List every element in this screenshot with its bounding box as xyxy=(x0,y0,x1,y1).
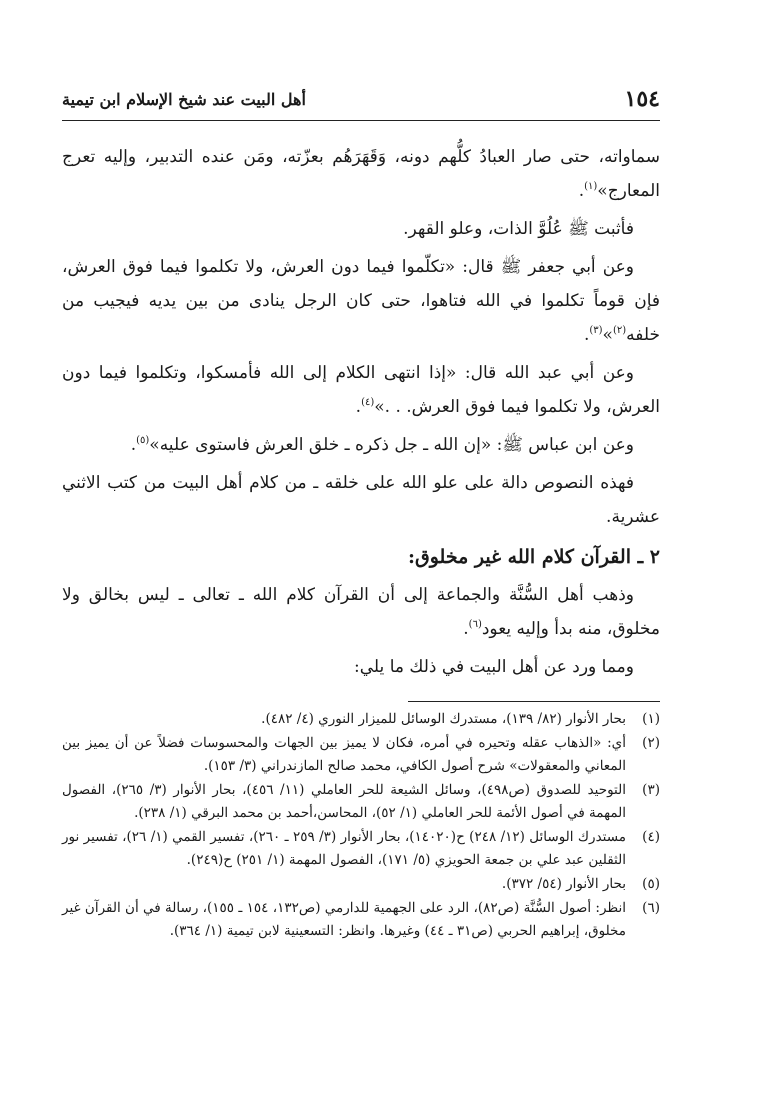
footnote-4: (٤) مستدرك الوسائل (١٢/ ٢٤٨) ح(١٤٠٢٠)، بحار الأنوار (٣/ ٢٥٩ ـ ٢٦٠)، تفسير القمي (١/ ٢٦)، تفسير نور الثقلين عبد علي بن جمعة الحويزي (٥/ ١٧١)، الفصول المهمة (١/ ٢٥١) ح(٢٤٩). xyxy=(62,829,660,868)
footnote-3: (٣) التوحيد للصدوق (ص٤٩٨)، وسائل الشيعة للحر العاملي (١١/ ٤٥٦)، بحار الأنوار (٣/ ٢٦٥)، الفصول المهمة في أصول الأئمة للحر العاملي (١/ ٥٢)، المحاسن،أحمد بن محمد البرقي (١/ ٢٣٨). xyxy=(62,782,660,821)
paragraph-8: ومما ورد عن أهل البيت في ذلك ما يلي: xyxy=(354,657,634,677)
footnote-2: (٢) أي: «الذهاب عقله وتحيره في أمره، فكان لا يميز بين الجهات والمحسوسات فضلاً عن أن يميز بين المعاني والمعقولات» شرح أصول الكافي، محمد صالح المازندراني (٣/ ١٥٣). xyxy=(62,735,660,774)
footnote-ref-5[interactable]: (٥) xyxy=(136,435,150,446)
footnote-ref-4[interactable]: (٤) xyxy=(361,397,375,408)
page-number: ١٥٤ xyxy=(624,86,660,112)
footnote-6: (٦) انظر: أصول السُّنَّة (ص٨٢)، الرد على الجهمية للدارمي (ص١٣٢، ١٥٤ ـ ١٥٥)، رسالة في أن القرآن غير مخلوق، إبراهيم الحربي (ص٣١ ـ ٤٤) وغيرها. وانظر: التسعينية لابن تيمية (١/ ٣٦٤). xyxy=(62,900,660,939)
paragraph-4: وعن أبي عبد الله قال: «إذا انتهى الكلام إلى الله فأمسكوا، وتكلموا فيما دون العرش، ولا تكلموا فيما فوق العرش. . .»$^{(٤)}$. xyxy=(62,363,660,417)
paragraph-6: فهذه النصوص دالة على علو الله على خلقه ـ من كلام أهل البيت من كتب الاثني عشرية. xyxy=(62,473,660,527)
section-heading: ٢ ـ القرآن كلام الله غير مخلوق: xyxy=(407,546,660,568)
paragraph-3: وعن أبي جعفر ﷺ قال: «تكلّموا فيما دون العرش، ولا تكلموا فيما فوق العرش، فإن قوماً تكلموا في الله فتاهوا، حتى كان الرجل ينادى من بين يديه فيجيب من خلفه$^{(٢)}$»$^{(٣)}$. xyxy=(62,257,660,345)
main-text xyxy=(62,140,660,688)
footnote-5: (٥) بحار الأنوار (٥٤/ ٣٧٢). xyxy=(501,876,660,892)
footnote-divider xyxy=(408,701,660,702)
paragraph-2: فأثبت ﷺ عُلُوَّ الذات، وعلو القهر. xyxy=(403,219,634,239)
footnote-ref-3[interactable]: (٣) xyxy=(589,325,603,336)
paragraph-7: وذهب أهل السُّنَّة والجماعة إلى أن القرآن كلام الله ـ تعالى ـ ليس بخالق ولا مخلوق، منه بدأ وإليه يعود$^{(٦)}$. xyxy=(62,585,660,639)
footnotes xyxy=(62,708,660,944)
footnote-ref-2[interactable]: (٢) xyxy=(612,325,627,336)
running-title: أهل البيت عند شيخ الإسلام ابن تيمية xyxy=(62,90,306,109)
page-header xyxy=(62,84,660,121)
paragraph-1: سماواته، حتى صار العبادُ كلُّهم دونه، وَقَهَرَهُم بعزّته، ومَن عنده التدبير، وإليه تعرج المعارج»$^{(١)}$. xyxy=(62,147,660,201)
footnote-1: (١) بحار الأنوار (٨٢/ ١٣٩)، مستدرك الوسائل للميزار النوري (٤/ ٤٨٢). xyxy=(261,711,660,727)
footnote-ref-1[interactable]: (١) xyxy=(584,181,598,192)
footnote-ref-6[interactable]: (٦) xyxy=(468,619,482,630)
paragraph-5: وعن ابن عباس ﷺ: «إن الله ـ جل ذكره ـ خلق العرش فاستوى عليه»$^{(٥)}$. xyxy=(130,435,634,455)
